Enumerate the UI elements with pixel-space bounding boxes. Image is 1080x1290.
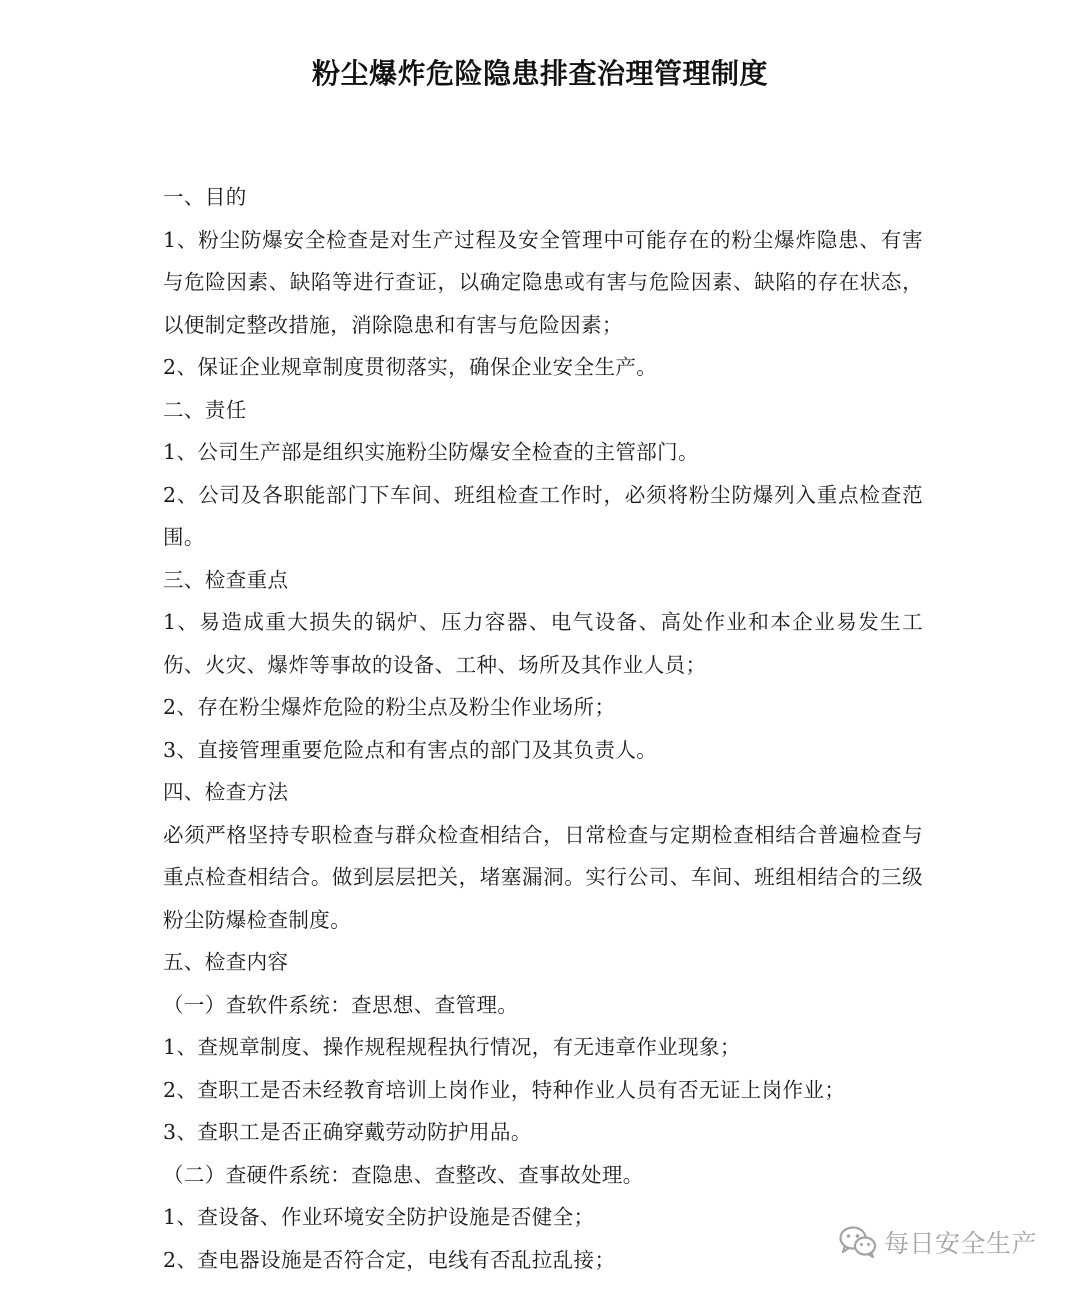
paragraph: 2、公司及各职能部门下车间、班组检查工作时，必须将粉尘防爆列入重点检查范围。 — [163, 482, 923, 549]
section-heading-inspection-content: 五、检查内容 — [163, 950, 289, 974]
section-heading-purpose: 一、目的 — [163, 185, 247, 209]
paragraph: 1、粉尘防爆安全检查是对生产过程及安全管理中可能存在的粉尘爆炸隐患、有害与危险因素、缺陷等进行查证，以确定隐患或有害与危险因素、缺陷的存在状态，以便制定整改措施，消除隐患和有害与危险因素； — [163, 227, 923, 337]
paragraph: 1、查规章制度、操作规程规程执行情况，有无违章作业现象； — [163, 1035, 741, 1059]
wechat-icon — [838, 1225, 878, 1259]
paragraph: 1、易造成重大损失的锅炉、压力容器、电气设备、高处作业和本企业易发生工伤、火灾、爆炸等事故的设备、工种、场所及其作业人员； — [163, 610, 923, 677]
watermark-text: 每日安全生产 — [884, 1229, 1038, 1258]
paragraph: 2、保证企业规章制度贯彻落实，确保企业安全生产。 — [163, 355, 658, 379]
paragraph: 2、存在粉尘爆炸危险的粉尘点及粉尘作业场所； — [163, 695, 616, 719]
paragraph: 2、查电器设施是否符合定，电线有否乱拉乱接； — [163, 1247, 616, 1272]
document-body — [163, 176, 923, 1281]
section-heading-inspection-focus: 三、检查重点 — [163, 567, 289, 592]
paragraph: 2、查职工是否未经教育培训上岗作业，特种作业人员有否无证上岗作业； — [163, 1077, 846, 1102]
paragraph: 1、查设备、作业环境安全防护设施是否健全； — [163, 1205, 595, 1229]
section-heading-inspection-method: 四、检查方法 — [163, 780, 289, 804]
paragraph: 1、公司生产部是组织实施粉尘防爆安全检查的主管部门。 — [163, 440, 699, 464]
section-heading-responsibility: 二、责任 — [163, 397, 247, 422]
document-title: 粉尘爆炸危险隐患排查治理管理制度 — [311, 57, 768, 90]
paragraph: 必须严格坚持专职检查与群众检查相结合，日常检查与定期检查相结合普遍检查与重点检查相结合。做到层层把关，堵塞漏洞。实行公司、车间、班组相结合的三级粉尘防爆检查制度。 — [163, 822, 923, 932]
subsection-heading-software: （一）查软件系统：查思想、查管理。 — [163, 992, 519, 1017]
watermark — [838, 1222, 1037, 1262]
subsection-heading-hardware: （二）查硬件系统：查隐患、查整改、查事故处理。 — [163, 1162, 644, 1187]
paragraph: 3、查职工是否正确穿戴劳动防护用品。 — [163, 1120, 532, 1144]
paragraph: 3、直接管理重要危险点和有害点的部门及其负责人。 — [163, 737, 658, 762]
